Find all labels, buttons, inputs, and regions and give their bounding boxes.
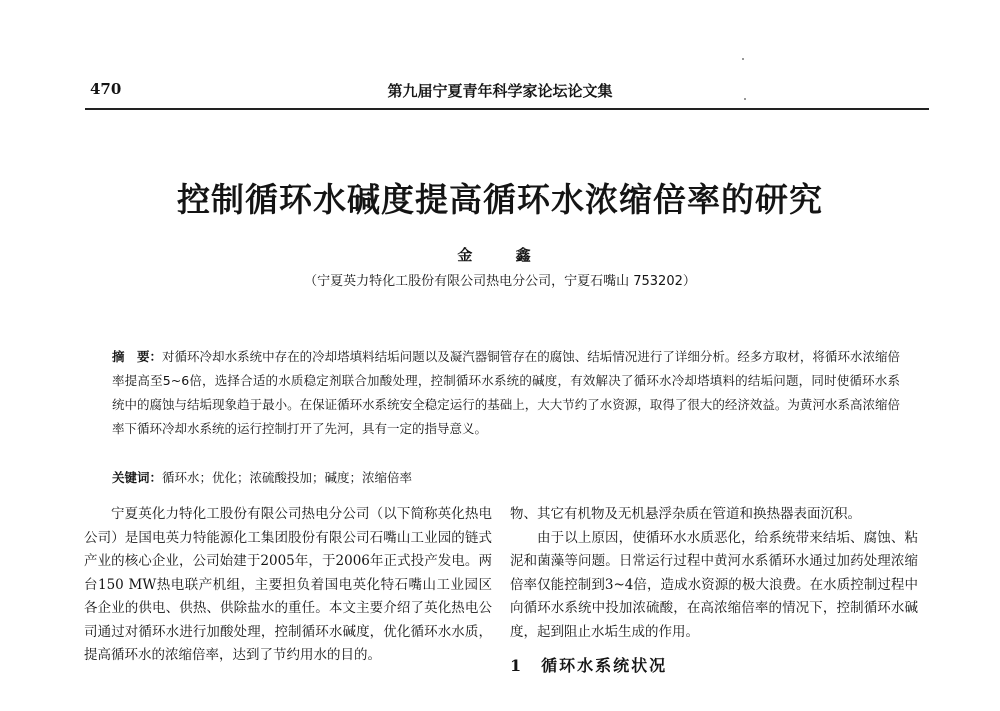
author-affiliation: （宁夏英力特化工股份有限公司热电分公司，宁夏石嘴山 753202） bbox=[304, 274, 696, 289]
keywords-text: 循环水；优化；浓硫酸投加；碱度；浓缩倍率 bbox=[162, 470, 413, 485]
body-paragraph-continuation: 物、其它有机物及无机悬浮杂质在管道和换热器表面沉积。 bbox=[510, 506, 861, 522]
section-heading bbox=[510, 654, 918, 678]
body-paragraph: 由于以上原因，使循环水水质恶化，给系统带来结垢、腐蚀、粘泥和菌藻等问题。日常运行过程中黄河水系循环水通过加药处理浓缩倍率仅能控制到3~4倍，造成水资源的极大浪费。在水质控制过程中向循环水系统中投加浓硫酸，在高浓缩倍率的情况下，控制循环水碱度，起到阻止水垢生成的作用。 bbox=[510, 529, 918, 640]
body-paragraph: 宁夏英化力特化工股份有限公司热电分公司（以下简称英化热电公司）是国电英力特能源化工集团股份有限公司石嘴山工业园的链式产业的核心企业，公司始建于2005年，于2006年正式投产发电。两台150 MW热电联产机组，主要担负着国电英化特石嘴山工业园区各企业的供电、供热、供除盐水的重任。本文主要介绍了英化热电公司通过对循环水进行加酸处理，控制循环水碱度，优化循环水水质，提高循环水的浓缩倍率，达到了节约用水的目的。 bbox=[84, 506, 492, 663]
page-number: 470 bbox=[90, 80, 122, 98]
running-header: 第九届宁夏青年科学家论坛论文集 bbox=[387, 82, 613, 100]
author-name: 金 鑫 bbox=[457, 246, 543, 264]
abstract bbox=[112, 345, 900, 441]
keywords bbox=[112, 466, 900, 490]
scan-speck bbox=[744, 98, 746, 100]
article-title: 控制循环水碱度提高循环水浓缩倍率的研究 bbox=[177, 180, 823, 219]
abstract-label: 摘 要： bbox=[112, 349, 163, 364]
section-number: 1 bbox=[510, 656, 524, 675]
body-left-column bbox=[84, 503, 492, 668]
keywords-label: 关键词： bbox=[112, 470, 163, 485]
section-title: 循环水系统状况 bbox=[541, 656, 668, 675]
scan-speck bbox=[742, 58, 744, 60]
header-rule bbox=[85, 108, 929, 110]
abstract-text: 对循环冷却水系统中存在的冷却塔填料结垢问题以及凝汽器铜管存在的腐蚀、结垢情况进行了详细分析。经多方取材，将循环水浓缩倍率提高至5~6倍，选择合适的水质稳定剂联合加酸处理，控制循环水系统的碱度，有效解决了循环水冷却塔填料的结垢问题，同时使循环水系统中的腐蚀与结垢现象趋于最小。在保证循环水系统安全稳定运行的基础上，大大节约了水资源，取得了很大的经济效益。为黄河水系高浓缩倍率下循环冷却水系统的运行控制打开了先河，具有一定的指导意义。 bbox=[112, 349, 900, 436]
body-right-column bbox=[510, 503, 918, 678]
